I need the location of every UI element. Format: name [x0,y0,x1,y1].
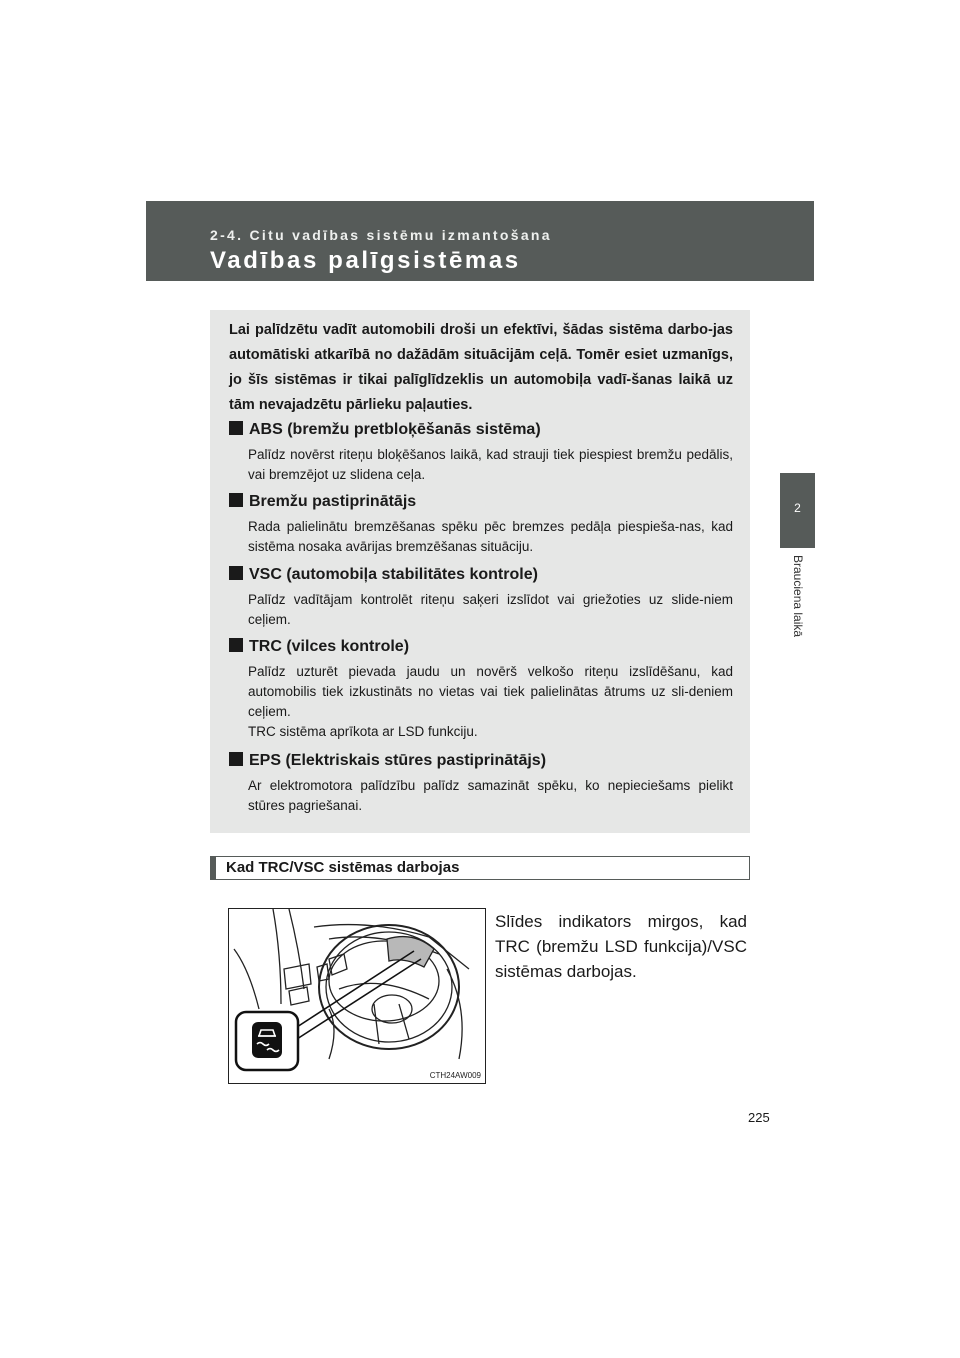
page-title: Vadības palīgsistēmas [210,247,521,274]
item-text: Palīdz vadītājam kontrolēt riteņu saķeri izslīdot vai griežoties uz slide-niem ceļiem. [248,592,733,627]
item-heading: Bremžu pastiprinātājs [229,492,733,512]
item-text: Ar elektromotora palīdzību palīdz samazināt spēku, ko nepieciešams pielikt stūres pagriešanai. [248,778,733,813]
item-vsc [229,565,733,630]
item-heading: ABS (bremžu pretbloķēšanās sistēma) [229,420,733,440]
page-number: 225 [748,1110,770,1125]
item-heading: VSC (automobiļa stabilitātes kontrole) [229,565,733,585]
chapter-number: 2 [794,501,801,515]
item-text: Palīdz novērst riteņu bloķēšanos laikā, kad strauji tiek piespiest bremžu pedālis, vai bremzējot uz slidena ceļa. [248,447,733,482]
square-bullet-icon [229,421,243,435]
subsection-accent [211,857,216,879]
square-bullet-icon [229,566,243,580]
chapter-label-text: Braucienа laikā [791,555,805,638]
square-bullet-icon [229,752,243,766]
dashboard-drawing [229,909,485,1083]
subsection-bar [210,856,750,880]
figure-description: Slīdes indikators mirgos, kad TRC (bremžu LSD funkcija)/VSC sistēmas darbojas. [495,912,747,981]
intro-text: Lai palīdzētu vadīt automobili droši un efektīvi, šādas sistēma darbo-jas automātiski atkarībā no dažādām situācijām ceļā. Tomēr esiet uzmanīgs, jo šīs sistēmas ir tikai palīglīdzeklis un automobiļa vadī-šanas laikā uz tām nevajadzētu pārlieku paļauties. [229,322,733,413]
item-eps [229,751,733,816]
item-text: Rada palielinātu bremzēšanas spēku pēc bremzes pedāļa piespieša-nas, kad sistēma nosaka avārijas bremzēšanas situāciju. [248,519,733,554]
square-bullet-icon [229,493,243,507]
figure-code: CTH24AW009 [429,1071,481,1080]
chapter-tab [780,473,815,548]
dashboard-illustration [228,908,486,1084]
section-title: 2-4. Citu vadības sistēmu izmantošana [210,227,552,243]
item-heading: EPS (Elektriskais stūres pastiprinātājs) [229,751,733,771]
item-brake-assist [229,492,733,557]
slip-indicator-icon [252,1022,282,1058]
item-text: Palīdz uzturēt pievada jaudu un novērš velkošo riteņu izslīdēšanu, kad automobilis tiek izkustināts no vietas vai tiek palielinātas ātrums uz sli-deniem ceļiem. [248,664,733,719]
subsection-title: Kad TRC/VSC sistēmas darbojas [226,859,460,876]
info-box [210,310,750,833]
square-bullet-icon [229,638,243,652]
item-heading: TRC (vilces kontrole) [229,637,733,657]
item-abs [229,420,733,485]
item-trc [229,637,733,742]
chapter-label [786,555,810,665]
item-text-extra: TRC sistēma aprīkota ar LSD funkciju. [248,724,478,739]
chapter-header [146,201,814,281]
